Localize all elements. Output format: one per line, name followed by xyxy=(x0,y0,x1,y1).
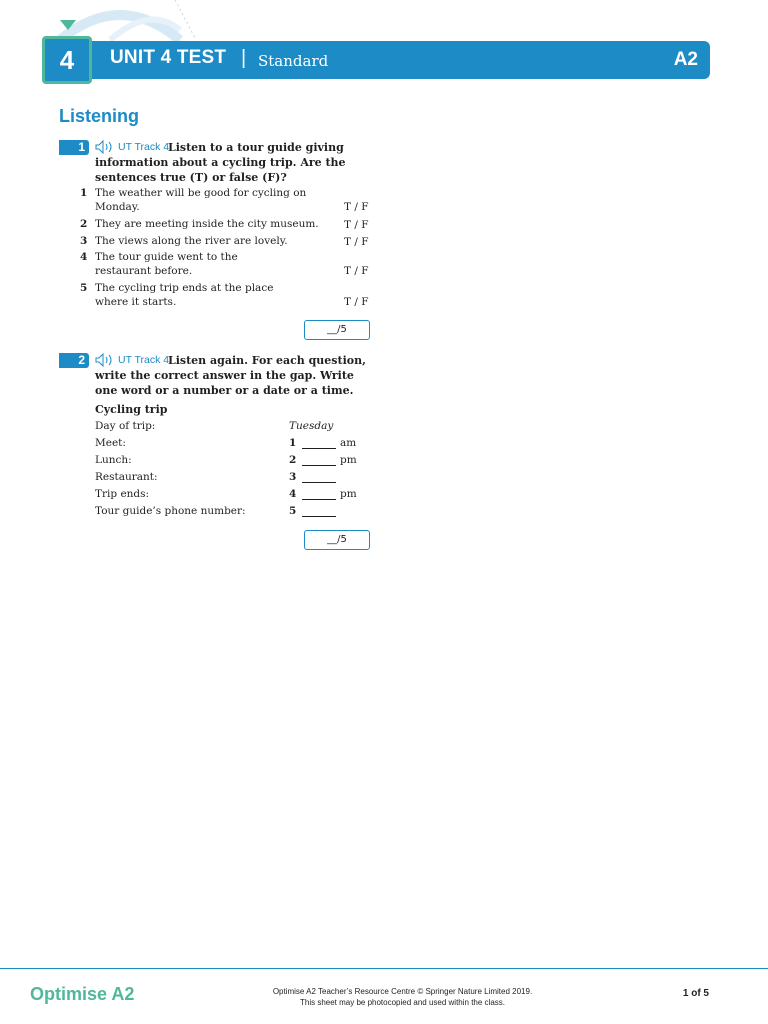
form-label: Tour guide’s phone number: xyxy=(95,505,246,517)
true-false-choice[interactable]: T / F xyxy=(344,200,369,213)
cefr-level: A2 xyxy=(673,49,698,70)
gap-unit: pm xyxy=(340,488,357,500)
footer-divider xyxy=(0,968,768,969)
form-title: Cycling trip xyxy=(95,403,168,416)
form-label: Lunch: xyxy=(95,454,132,466)
true-false-choice[interactable]: T / F xyxy=(344,264,369,277)
true-false-choice[interactable]: T / F xyxy=(344,295,369,308)
gap-number: 1 xyxy=(289,437,297,449)
score-box[interactable]: __/5 xyxy=(304,320,370,340)
test-level-type: Standard xyxy=(258,52,329,70)
copyright-line: This sheet may be photocopied and used within the class. xyxy=(299,998,505,1007)
question-text: The tour guide went to the restaurant before. xyxy=(95,251,238,277)
audio-track-label[interactable]: UT Track 4 xyxy=(118,354,170,366)
question-number: 3 xyxy=(80,235,88,247)
example-answer: Tuesday xyxy=(289,420,334,432)
question-text: The weather will be good for cycling on Monday. xyxy=(95,187,307,213)
exercise-instruction: Listen again. For each question, write the correct answer in the gap. Write one word or a number or a date or a time. xyxy=(95,354,366,397)
question-number: 5 xyxy=(80,282,88,294)
gap-number: 4 xyxy=(289,488,297,500)
gap-number: 3 xyxy=(289,471,297,483)
true-false-choice[interactable]: T / F xyxy=(344,235,369,248)
audio-track-label[interactable]: UT Track 4 xyxy=(118,141,170,153)
form-row xyxy=(95,471,385,486)
form-label: Trip ends: xyxy=(95,488,150,500)
form-label: Day of trip: xyxy=(95,420,156,432)
true-false-choice[interactable]: T / F xyxy=(344,218,369,231)
exercise-number: 2 xyxy=(59,353,89,368)
copyright-notice xyxy=(230,986,575,1008)
page-number: 1 of 5 xyxy=(682,988,709,999)
form-row xyxy=(95,437,385,452)
gap-unit: pm xyxy=(340,454,357,466)
gap-number: 2 xyxy=(289,454,297,466)
question-item xyxy=(80,251,380,278)
answer-gap[interactable] xyxy=(302,465,336,466)
answer-gap[interactable] xyxy=(302,448,336,449)
gap-unit: am xyxy=(340,437,357,449)
question-text: They are meeting inside the city museum. xyxy=(95,218,319,230)
gap-number: 5 xyxy=(289,505,297,517)
score-box[interactable]: __/5 xyxy=(304,530,370,550)
test-title: UNIT 4 TEST xyxy=(110,47,227,68)
question-number: 1 xyxy=(80,187,88,199)
form-row xyxy=(95,505,385,520)
question-text: The cycling trip ends at the place where it starts. xyxy=(95,282,274,308)
question-item xyxy=(80,282,380,309)
section-title: Listening xyxy=(59,106,139,126)
form-row xyxy=(95,454,385,469)
question-number: 4 xyxy=(80,251,88,263)
question-number: 2 xyxy=(80,218,88,230)
question-text: The views along the river are lovely. xyxy=(95,235,288,247)
brand-logo: Optimise A2 xyxy=(30,984,135,1004)
answer-gap[interactable] xyxy=(302,482,336,483)
triangle-down-icon xyxy=(60,20,76,30)
answer-gap[interactable] xyxy=(302,516,336,517)
question-item xyxy=(80,187,380,214)
question-item xyxy=(80,235,380,249)
question-item xyxy=(80,218,380,232)
exercise-number: 1 xyxy=(59,140,89,155)
unit-number-badge: 4 xyxy=(42,36,92,84)
answer-gap[interactable] xyxy=(302,499,336,500)
exercise-instruction: Listen to a tour guide giving information about a cycling trip. Are the sentences true (T) or false (F)? xyxy=(95,141,346,184)
copyright-line: Optimise A2 Teacher’s Resource Centre © Springer Nature Limited 2019. xyxy=(272,987,533,996)
form-row xyxy=(95,488,385,503)
form-label: Meet: xyxy=(95,437,126,449)
title-separator: | xyxy=(241,47,247,69)
form-row xyxy=(95,420,385,435)
form-label: Restaurant: xyxy=(95,471,158,483)
